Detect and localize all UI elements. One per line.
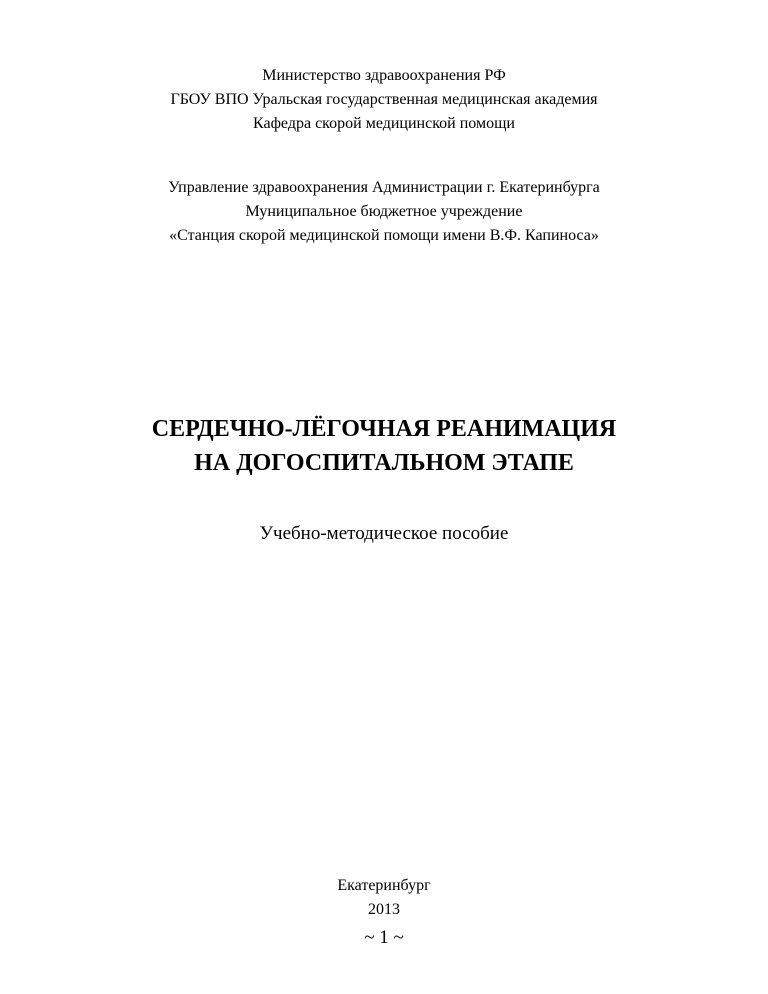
document-subtitle: Учебно-методическое пособие — [259, 523, 509, 544]
page-number: ~ 1 ~ — [364, 927, 404, 948]
administration-header — [0, 176, 768, 248]
institution-type: Муниципальное бюджетное учреждение — [245, 203, 523, 220]
publication-year: 2013 — [368, 901, 400, 918]
title-line-1: СЕРДЕЧНО-ЛЁГОЧНАЯ РЕАНИМАЦИЯ — [151, 416, 617, 442]
academy-name: ГБОУ ВПО Уральская государственная медицинская академия — [170, 91, 598, 108]
title-line-2: НА ДОГОСПИТАЛЬНОМ ЭТАПЕ — [194, 450, 574, 476]
station-name: «Станция скорой медицинской помощи имени В.Ф. Капиноса» — [169, 227, 599, 244]
publication-footer — [0, 874, 768, 922]
document-title — [0, 412, 768, 480]
publication-city: Екатеринбург — [337, 877, 431, 894]
ministry-header — [0, 64, 768, 136]
ministry-name: Министерство здравоохранения РФ — [262, 67, 506, 84]
department-name: Кафедра скорой медицинской помощи — [253, 115, 515, 132]
administration-name: Управление здравоохранения Администрации г. Екатеринбурга — [168, 179, 600, 196]
